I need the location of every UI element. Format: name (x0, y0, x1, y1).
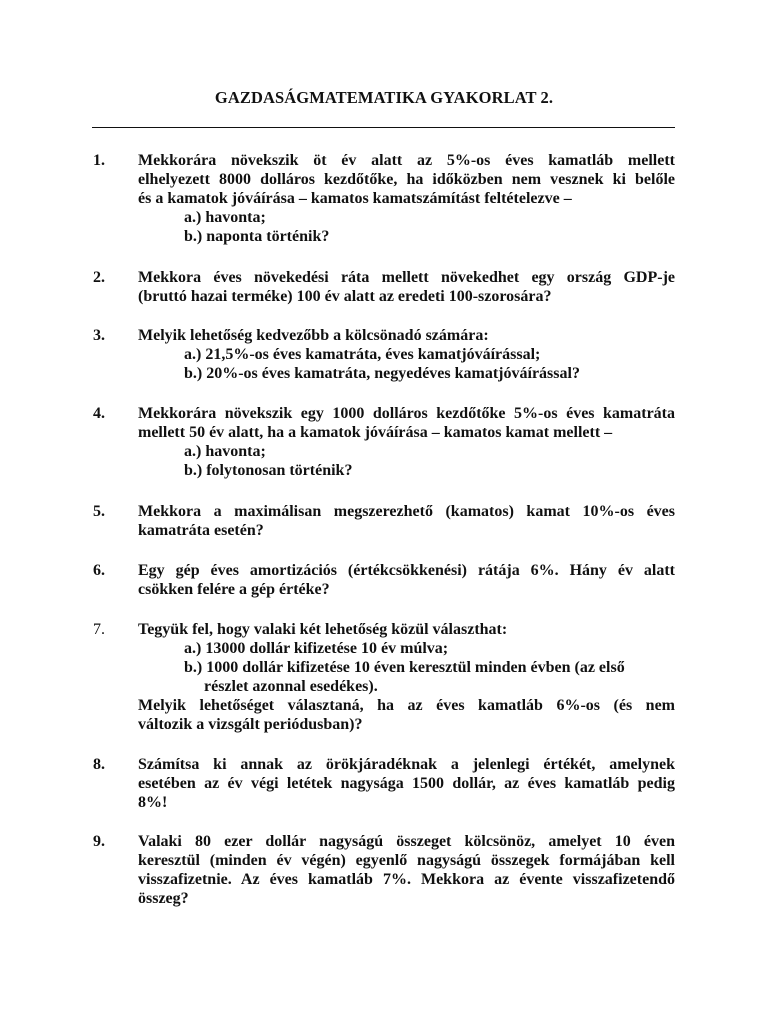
question-text (138, 404, 675, 480)
question-line: összeg? (138, 890, 189, 907)
question-line: csökken felére a gép értéke? (138, 581, 330, 598)
question-line: Mekkora éves növekedési ráta mellett növekedhet egy ország GDP-je (138, 269, 675, 286)
page-title: GAZDASÁGMATEMATIKA GYAKORLAT 2. (214, 88, 554, 107)
question-text (138, 502, 675, 540)
question-line: elhelyezett 8000 dolláros kezdőtőke, ha időközben nem vesznek ki belőle (138, 171, 675, 188)
question-number: 3. (93, 327, 105, 344)
question-text (138, 755, 675, 812)
answer-option: a.) havonta; (184, 443, 266, 460)
question-number: 5. (93, 503, 105, 520)
answer-option: b.) 20%-os éves kamatráta, negyedéves kamatjóváírással? (184, 365, 580, 382)
question-text (138, 268, 675, 306)
question-number: 6. (93, 562, 105, 579)
question-line: Valaki 80 ezer dollár nagyságú összeget kölcsönöz, amelyet 10 éven (138, 833, 675, 850)
answer-option: b.) folytonosan történik? (184, 462, 353, 479)
question-line: és a kamatok jóváírása – kamatos kamatszámítást feltételezve – (138, 190, 572, 207)
answer-option: a.) 21,5%-os éves kamatráta, éves kamatjóváírással; (184, 346, 541, 363)
answer-option: a.) havonta; (184, 209, 266, 226)
question-line: Mekkorára növekszik öt év alatt az 5%-os éves kamatláb mellett (138, 152, 675, 169)
title-divider (92, 127, 675, 128)
question-text (138, 151, 675, 246)
question-text (138, 326, 675, 383)
question-line: Mekkora a maximálisan megszerezhető (kamatos) kamat 10%-os éves (138, 503, 675, 520)
question-line: 8%! (138, 794, 168, 811)
question-line: visszafizetnie. Az éves kamatláb 7%. Mekkora az évente visszafizetendő (138, 871, 675, 888)
question-line: Melyik lehetőséget választaná, ha az éves kamatláb 6%-os (és nem (138, 697, 675, 714)
answer-option-continuation: részlet azonnal esedékes). (204, 678, 378, 695)
question-line: Melyik lehetőség kedvezőbb a kölcsönadó számára: (138, 327, 489, 344)
question-number: 7. (93, 621, 105, 638)
question-line: mellett 50 év alatt, ha a kamatok jóváírása – kamatos kamat mellett – (138, 424, 613, 441)
question-line: Mekkorára növekszik egy 1000 dolláros kezdőtőke 5%-os éves kamatráta (138, 405, 675, 422)
question-line: Számítsa ki annak az örökjáradéknak a jelenlegi értékét, amelynek (138, 756, 675, 773)
question-line: (bruttó hazai terméke) 100 év alatt az eredeti 100-szorosára? (138, 288, 552, 305)
question-number: 8. (93, 756, 105, 773)
question-text (138, 832, 675, 908)
question-line: esetében az év végi letétek nagysága 1500 dollár, az éves kamatláb pedig (138, 775, 675, 792)
question-line: keresztül (minden év végén) egyenlő nagyságú összegek formájában kell (138, 852, 675, 869)
question-number: 1. (93, 152, 105, 169)
answer-option: b.) naponta történik? (184, 228, 330, 245)
question-number: 9. (93, 833, 105, 850)
question-number: 4. (93, 405, 105, 422)
question-number: 2. (93, 269, 105, 286)
answer-option: a.) 13000 dollár kifizetése 10 év múlva; (184, 640, 449, 657)
question-text (138, 561, 675, 599)
answer-option: b.) 1000 dollár kifizetése 10 éven keresztül minden évben (az első (184, 659, 625, 676)
question-line: változik a vizsgált periódusban)? (138, 716, 363, 733)
question-line: Tegyük fel, hogy valaki két lehetőség közül választhat: (138, 621, 508, 638)
question-text (138, 620, 675, 734)
question-line: kamatráta esetén? (138, 522, 264, 539)
question-line: Egy gép éves amortizációs (értékcsökkenési) rátája 6%. Hány év alatt (138, 562, 675, 579)
